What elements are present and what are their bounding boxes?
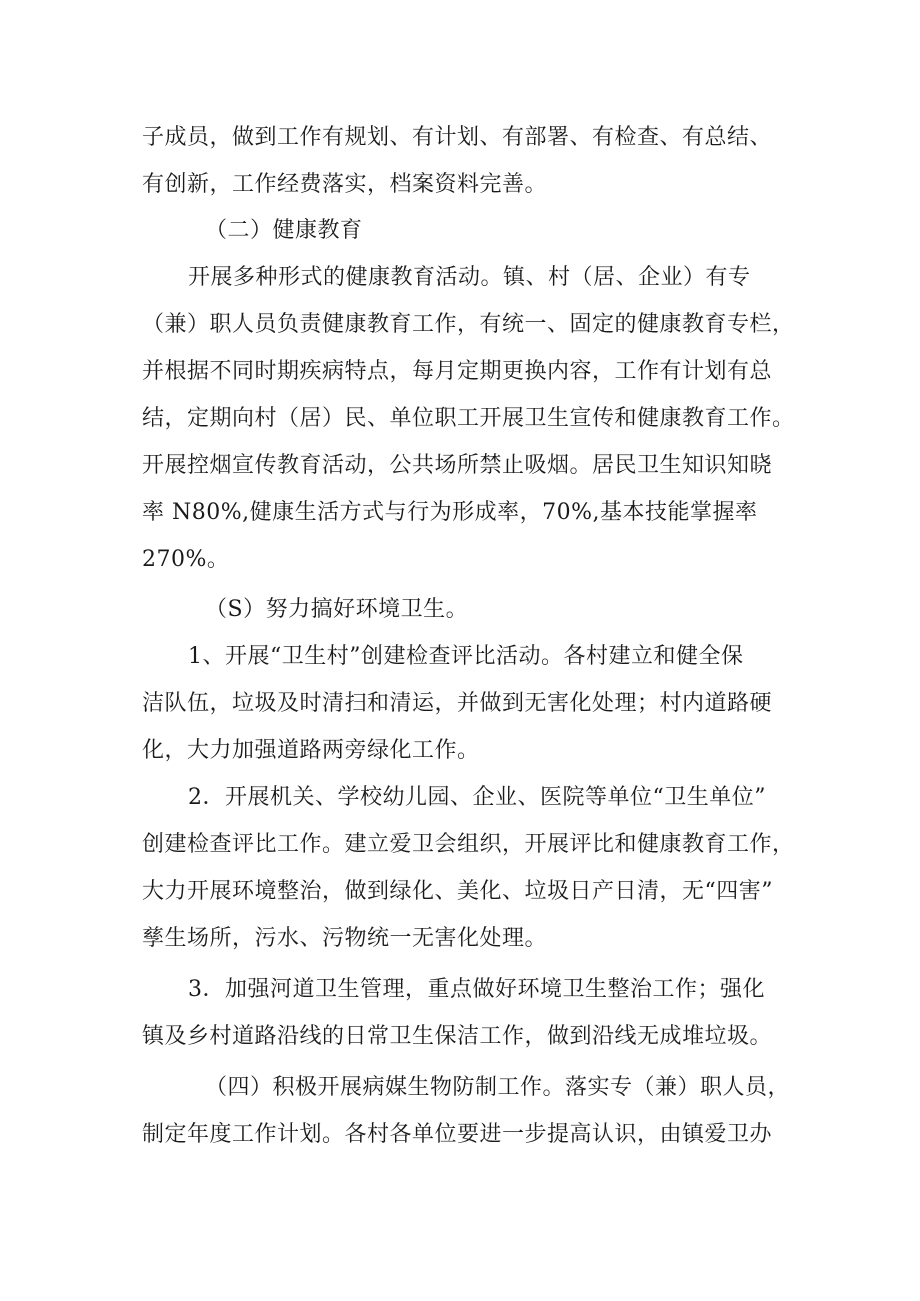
paragraph-start: 开展多种形式的健康教育活动。镇、村（居、企业）有专 xyxy=(188,265,751,290)
text-line: 洁队伍，垃圾及时清扫和清运，并做到无害化处理；村内道路硬 xyxy=(142,691,773,716)
text-line: 化，大力加强道路两旁绿化工作。 xyxy=(142,738,480,763)
text-line: 270%。 xyxy=(142,547,230,572)
text-line: 有创新，工作经费落实，档案资料完善。 xyxy=(142,172,548,197)
text-line: 大力开展环境整治，做到绿化、美化、垃圾日产日清，无“四害” xyxy=(142,879,773,904)
section-heading: （二）健康教育 xyxy=(205,218,363,243)
text-line: 孳生场所，污水、污物统一无害化处理。 xyxy=(142,926,548,951)
text-line: 制定年度工作计划。各村各单位要进一步提高认识，由镇爱卫办 xyxy=(142,1122,773,1147)
paragraph-start: 2．开展机关、学校幼儿园、企业、医院等单位“卫生单位” xyxy=(188,785,766,810)
text-line: 创建检查评比工作。建立爱卫会组织，开展评比和健康教育工作， xyxy=(142,832,795,857)
text-line: 开展控烟宣传教育活动，公共场所禁止吸烟。居民卫生知识知晓 xyxy=(142,453,773,478)
paragraph-start: 3．加强河道卫生管理，重点做好环境卫生整治工作；强化 xyxy=(188,977,765,1002)
text-line: 率 N80%,健康生活方式与行为形成率，70%,基本技能掌握率 xyxy=(142,500,758,525)
section-heading: （S）努力搞好环境卫生。 xyxy=(205,597,469,622)
text-line: （兼）职人员负责健康教育工作，有统一、固定的健康教育专栏， xyxy=(142,312,795,337)
text-line: 结，定期向村（居）民、单位职工开展卫生宣传和健康教育工作。 xyxy=(142,406,795,431)
text-line: 镇及乡村道路沿线的日常卫生保洁工作，做到沿线无成堆垃圾。 xyxy=(142,1024,773,1049)
text-line: 并根据不同时期疾病特点，每月定期更换内容，工作有计划有总 xyxy=(142,359,773,384)
section-heading: （四）积极开展病媒生物防制工作。落实专（兼）职人员， xyxy=(205,1075,791,1100)
paragraph-start: 1、开展“卫生村”创建检查评比活动。各村建立和健全保 xyxy=(188,644,744,669)
text-line: 子成员，做到工作有规划、有计划、有部署、有检查、有总结、 xyxy=(142,125,773,150)
